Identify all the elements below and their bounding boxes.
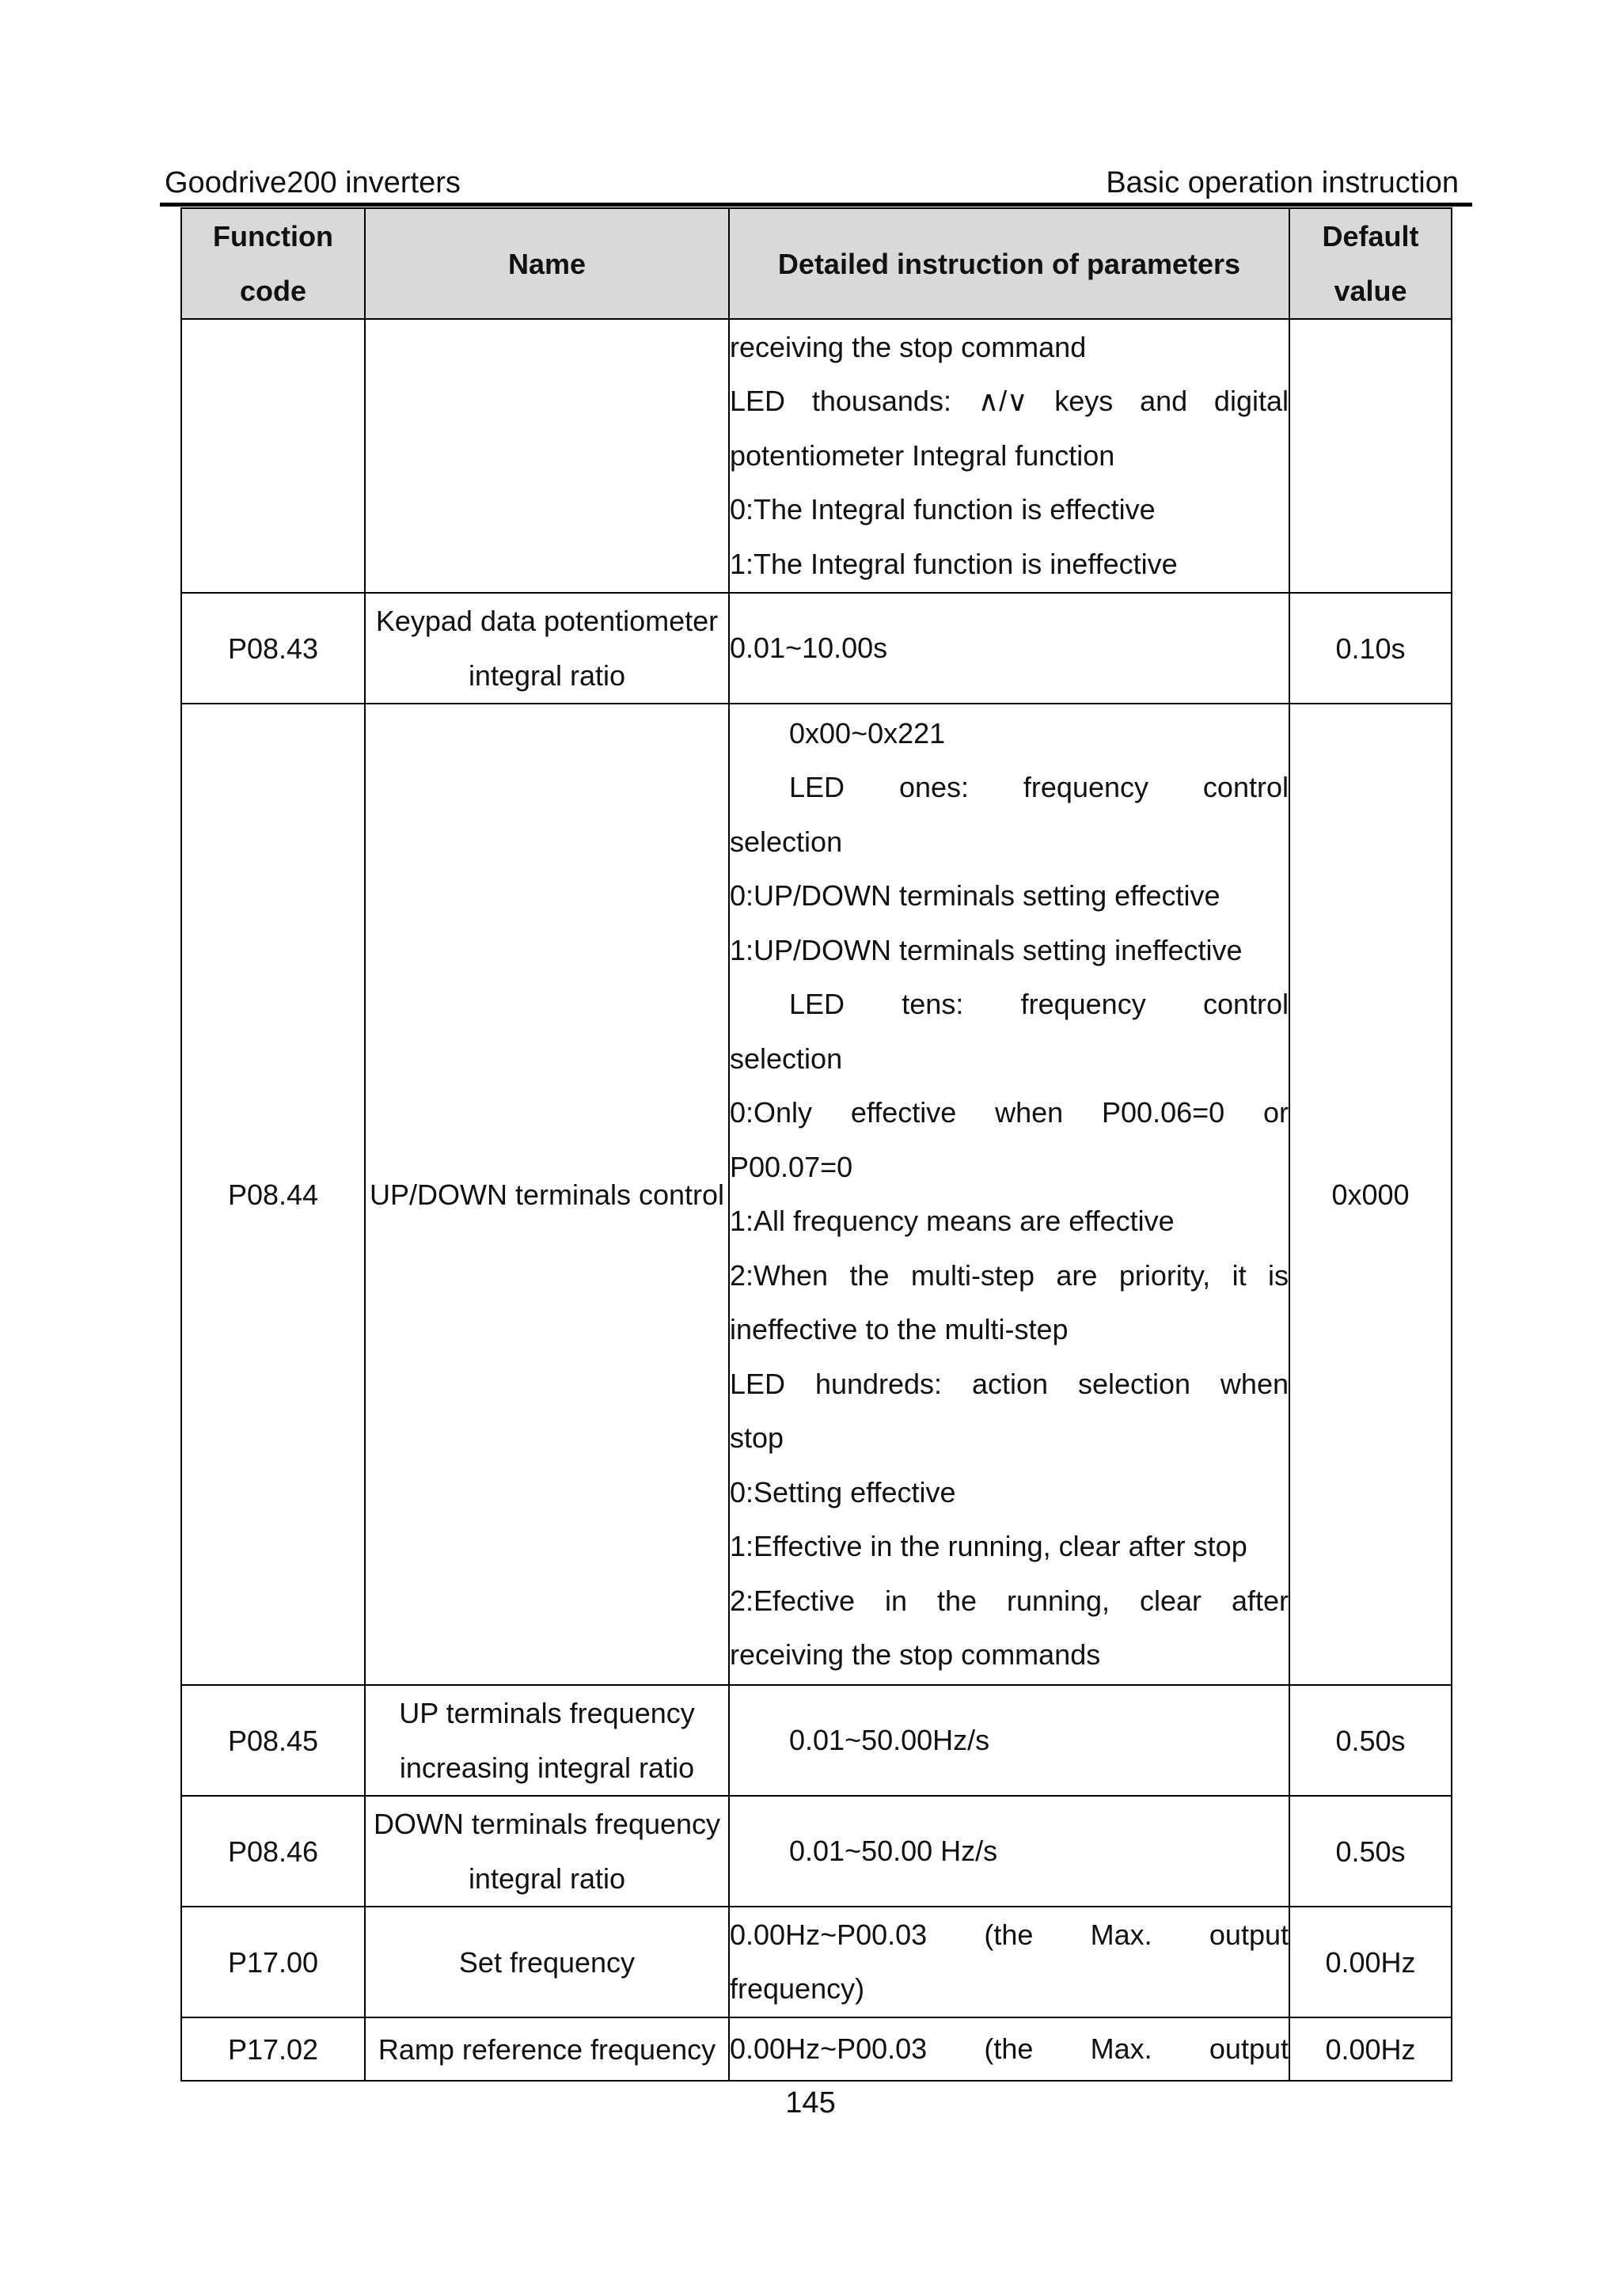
parameter-details-cell	[729, 2017, 1289, 2081]
column-header-details: Detailed instruction of parameters	[729, 208, 1289, 319]
column-header-default-value: Default value	[1289, 208, 1452, 319]
detail-line: LED tens: frequency control	[789, 988, 1289, 1020]
detail-line: 1:The Integral function is ineffective	[730, 547, 1178, 580]
header-document-title: Goodrive200 inverters	[165, 166, 461, 199]
detail-line: LED hundreds: action selection when	[730, 1367, 1289, 1400]
detail-line: 0.00Hz~P00.03 (the Max. output	[730, 2032, 1289, 2065]
detail-line: 2:Efective in the running, clear after	[730, 1584, 1289, 1617]
detail-line: receiving the stop command	[730, 330, 1087, 363]
function-code-cell: P08.46	[181, 1796, 365, 1907]
detail-line: frequency)	[730, 1972, 865, 2005]
table-row	[181, 704, 1452, 1685]
detail-line: 0.01~10.00s	[730, 631, 888, 664]
default-value-cell: 0.50s	[1289, 1685, 1452, 1796]
table-row	[181, 2017, 1452, 2081]
detail-line: 0.00Hz~P00.03 (the Max. output	[730, 1918, 1289, 1951]
parameter-name-cell: Set frequency	[365, 1907, 729, 2017]
detail-line: P00.07=0	[730, 1150, 853, 1183]
default-value-cell: 0.50s	[1289, 1796, 1452, 1907]
detail-line: 0x00~0x221	[789, 716, 946, 750]
function-code-cell: P17.02	[181, 2017, 365, 2081]
parameter-name-cell: UP terminals frequency increasing integral ratio	[365, 1685, 729, 1796]
function-code-cell: P08.44	[181, 704, 365, 1685]
detail-line: selection	[730, 1042, 843, 1075]
detail-line: 0:Only effective when P00.06=0 or	[730, 1096, 1289, 1129]
parameter-table	[180, 207, 1452, 2082]
parameter-details-cell	[729, 593, 1289, 704]
function-code-cell: P08.45	[181, 1685, 365, 1796]
parameter-details-cell	[729, 1685, 1289, 1796]
parameter-name-cell: Keypad data potentiometer integral ratio	[365, 593, 729, 704]
default-value-cell: 0.10s	[1289, 593, 1452, 704]
detail-line: 1:UP/DOWN terminals setting ineffective	[730, 933, 1243, 966]
parameter-details-cell	[729, 1907, 1289, 2017]
detail-line: stop	[730, 1421, 784, 1454]
parameter-name-cell: Ramp reference frequency	[365, 2017, 729, 2081]
detail-line: LED ones: frequency control	[789, 771, 1289, 803]
parameter-name-cell	[365, 319, 729, 593]
detail-line: 0:The Integral function is effective	[730, 493, 1156, 526]
parameter-details-cell	[729, 704, 1289, 1685]
detail-line: LED thousands: ∧/∨ keys and digital	[730, 385, 1289, 418]
column-header-name: Name	[365, 208, 729, 319]
default-value-cell: 0.00Hz	[1289, 1907, 1452, 2017]
function-code-cell	[181, 319, 365, 593]
table-row	[181, 1685, 1452, 1796]
detail-line: receiving the stop commands	[730, 1638, 1101, 1671]
detail-line: selection	[730, 825, 843, 858]
table-row	[181, 1907, 1452, 2017]
detail-line: 1:Effective in the running, clear after stop	[730, 1530, 1247, 1562]
detail-line: potentiometer Integral function	[730, 438, 1115, 472]
default-value-cell: 0.00Hz	[1289, 2017, 1452, 2081]
detail-line: 0.01~50.00Hz/s	[789, 1723, 990, 1756]
table-header-row	[181, 208, 1452, 319]
header-section-title: Basic operation instruction	[1106, 166, 1459, 199]
header-rule	[160, 203, 1472, 207]
table-row	[181, 1796, 1452, 1907]
detail-line: 0:Setting effective	[730, 1475, 956, 1509]
column-header-function-code: Function code	[181, 208, 365, 319]
table-row	[181, 319, 1452, 593]
parameter-details-cell	[729, 319, 1289, 593]
detail-line: 0.01~50.00 Hz/s	[789, 1834, 998, 1867]
detail-line: 1:All frequency means are effective	[730, 1205, 1175, 1237]
default-value-cell: 0x000	[1289, 704, 1452, 1685]
parameter-name-cell: DOWN terminals frequency integral ratio	[365, 1796, 729, 1907]
parameter-details-cell	[729, 1796, 1289, 1907]
parameter-name-cell: UP/DOWN terminals control	[365, 704, 729, 1685]
detail-line: 0:UP/DOWN terminals setting effective	[730, 879, 1220, 912]
table-row	[181, 593, 1452, 704]
page-number: 145	[785, 2086, 836, 2120]
default-value-cell	[1289, 319, 1452, 593]
detail-line: ineffective to the multi-step	[730, 1313, 1069, 1345]
function-code-cell: P08.43	[181, 593, 365, 704]
detail-line: 2:When the multi-step are priority, it is	[730, 1258, 1289, 1292]
function-code-cell: P17.00	[181, 1907, 365, 2017]
